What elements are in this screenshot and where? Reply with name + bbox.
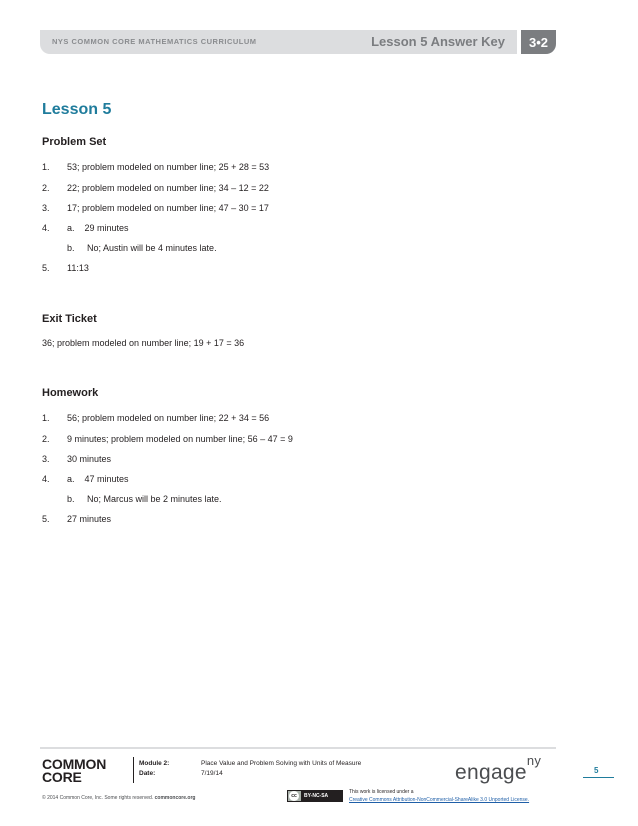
list-item-text: 22; problem modeled on number line; 34 – 12 = 22 [67, 183, 269, 193]
list-item-text: a. 29 minutes [67, 223, 129, 233]
list-item-number: 1. [42, 413, 50, 423]
page-number-rule [583, 777, 614, 778]
list-item-number: 5. [42, 514, 50, 524]
page-number: 5 [594, 766, 599, 775]
sub-item-label: b. [67, 494, 75, 504]
license-link[interactable]: Creative Commons Attribution-NonCommercial-ShareAlike 3.0 Unported License. [349, 797, 530, 803]
list-item-number: 3. [42, 454, 50, 464]
copyright-text: © 2014 Common Core, Inc. Some rights reserved. [42, 795, 155, 801]
ny-superscript: ny [526, 753, 542, 768]
list-item-number: 5. [42, 263, 50, 273]
exit-ticket-title: Exit Ticket [42, 313, 97, 325]
logo-line-1: COMMON [42, 756, 107, 772]
grade-module-badge: 3•2 [521, 30, 556, 54]
license-line-1: This work is licensed under a [349, 789, 414, 795]
list-item-text: 30 minutes [67, 454, 112, 464]
copyright-site: commoncore.org [154, 795, 196, 801]
list-item-text: 27 minutes [67, 514, 112, 524]
list-item-number: 2. [42, 434, 50, 444]
list-item-text: 56; problem modeled on number line; 22 + 34 = 56 [67, 413, 270, 423]
list-item-number: 1. [42, 162, 50, 172]
copyright-notice [42, 795, 195, 801]
list-item-text: a. 47 minutes [67, 474, 129, 484]
engageny-logo [455, 753, 542, 785]
list-item-text: 17; problem modeled on number line; 47 – 30 = 17 [67, 203, 269, 213]
engage-text: engage [455, 761, 527, 784]
list-item-number: 4. [42, 474, 50, 484]
footer-vertical-divider [133, 757, 134, 783]
date-label: Date: [139, 770, 156, 777]
module-label: Module 2: [139, 760, 170, 767]
answer-key-title: Lesson 5 Answer Key [371, 34, 505, 49]
list-item-number: 3. [42, 203, 50, 213]
homework-title: Homework [42, 387, 99, 399]
header-band [40, 30, 517, 54]
list-item-text: 53; problem modeled on number line; 25 + 28 = 53 [67, 162, 270, 172]
common-core-logo [42, 758, 117, 788]
creative-commons-icon: cc [289, 791, 299, 801]
sub-item-label: b. [67, 243, 75, 253]
problem-set-title: Problem Set [42, 136, 107, 148]
sub-item-text: No; Austin will be 4 minutes late. [87, 243, 217, 253]
sub-item-text: No; Marcus will be 2 minutes late. [87, 494, 222, 504]
list-item-text: 9 minutes; problem modeled on number line; 56 – 47 = 9 [67, 434, 293, 444]
exit-ticket-answer: 36; problem modeled on number line; 19 + 17 = 36 [42, 338, 245, 348]
footer-divider [40, 747, 556, 749]
date-value: 7/19/14 [201, 770, 223, 777]
list-item-text: 11:13 [67, 263, 89, 273]
lesson-title: Lesson 5 [42, 101, 112, 118]
cc-license-badge[interactable] [287, 790, 343, 802]
curriculum-label: NYS COMMON CORE MATHEMATICS CURRICULUM [52, 37, 257, 46]
list-item-number: 2. [42, 183, 50, 193]
logo-line-2: CORE [42, 769, 82, 785]
license-badge-text: BY-NC-SA [301, 791, 342, 801]
module-value: Place Value and Problem Solving with Units of Measure [201, 760, 362, 767]
list-item-number: 4. [42, 223, 50, 233]
page-header [40, 30, 556, 54]
